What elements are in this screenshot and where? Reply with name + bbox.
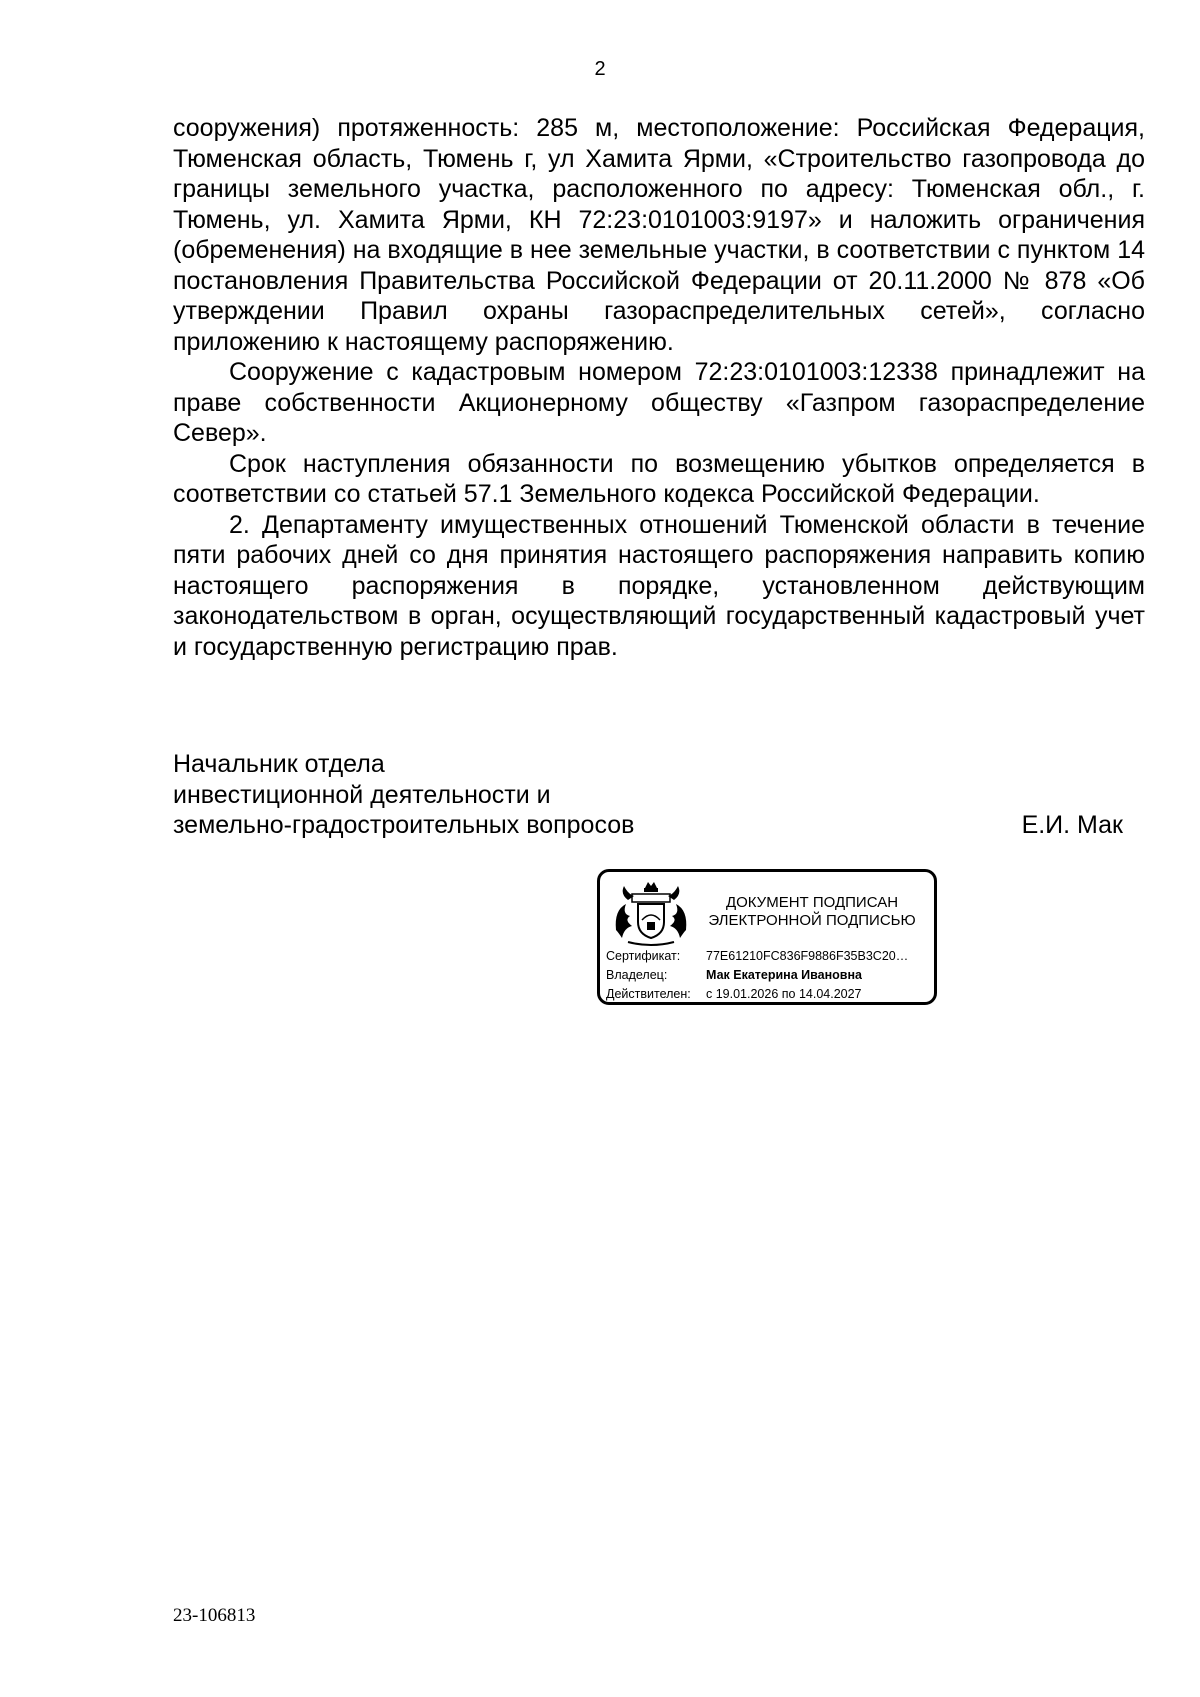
certificate-label: Сертификат: [606,949,681,963]
page-number: 2 [594,58,606,80]
signature-block [173,749,1145,841]
paragraph-ownership: Сооружение с кадастровым номером 72:23:0101003:12338 принадлежит на праве собственности Акционерному обществу «Газпром газораспределение Север». [173,358,1145,447]
valid-label: Действителен: [606,987,691,1001]
stamp-row-validity [606,985,932,1004]
signatory-position-line-2: инвестиционной деятельности и [173,780,551,809]
stamp-title-line-2: ЭЛЕКТРОННОЙ ПОДПИСЬЮ [708,912,916,929]
paragraph-compensation-term: Срок наступления обязанности по возмещению убытков определяется в соответствии со статьей 57.1 Земельного кодекса Российской Федерации. [173,449,1145,508]
owner-label: Владелец: [606,968,668,982]
stamp-title-line-1: ДОКУМЕНТ ПОДПИСАН [725,894,899,911]
coat-of-arms-icon [610,880,692,950]
stamp-row-certificate [606,947,932,966]
stamp-title [692,894,932,930]
paragraph-continuation: сооружения) протяженность: 285 м, местоположение: Российская Федерация, Тюменская область, Тюмень г, ул Хамита Ярми, «Строительство газопровода до границы земельного участка, расположенного по адресу: Тюменская обл., г. Тюмень, ул. Хамита Ярми, КН 72:23:0101003:9197» и наложить ограничения (обременения) на входящие в нее земельные участки, в соответствии с пунктом 14 постановления Правительства Российской Федерации от 20.11.2000 № 878 «Об утверждении Правил охраны газораспределительных сетей», согласно приложению к настоящему распоряжению. [173,114,1145,356]
stamp-details [606,947,932,1004]
owner-value: Мак Екатерина Ивановна [706,968,862,982]
stamp-row-owner [606,966,932,985]
electronic-signature-stamp [597,869,937,1005]
signatory-position-line-1: Начальник отдела [173,750,385,778]
valid-value: с 19.01.2026 по 14.04.2027 [706,987,862,1001]
signatory-name: Е.И. Мак [1021,811,1123,839]
document-body [173,113,1145,662]
certificate-value: 77E61210FC836F9886F35B3C20… [706,949,909,963]
signatory-position-line-3: земельно-градостроительных вопросов [173,811,635,839]
paragraph-item-2: 2. Департаменту имущественных отношений Тюменской области в течение пяти рабочих дней со дня принятия настоящего распоряжения направить копию настоящего распоряжения в порядке, установленном действующим законодательством в орган, осуществляющий государственный кадастровый учет и государственную регистрацию прав. [173,510,1145,661]
document-id: 23-106813 [173,1605,256,1626]
